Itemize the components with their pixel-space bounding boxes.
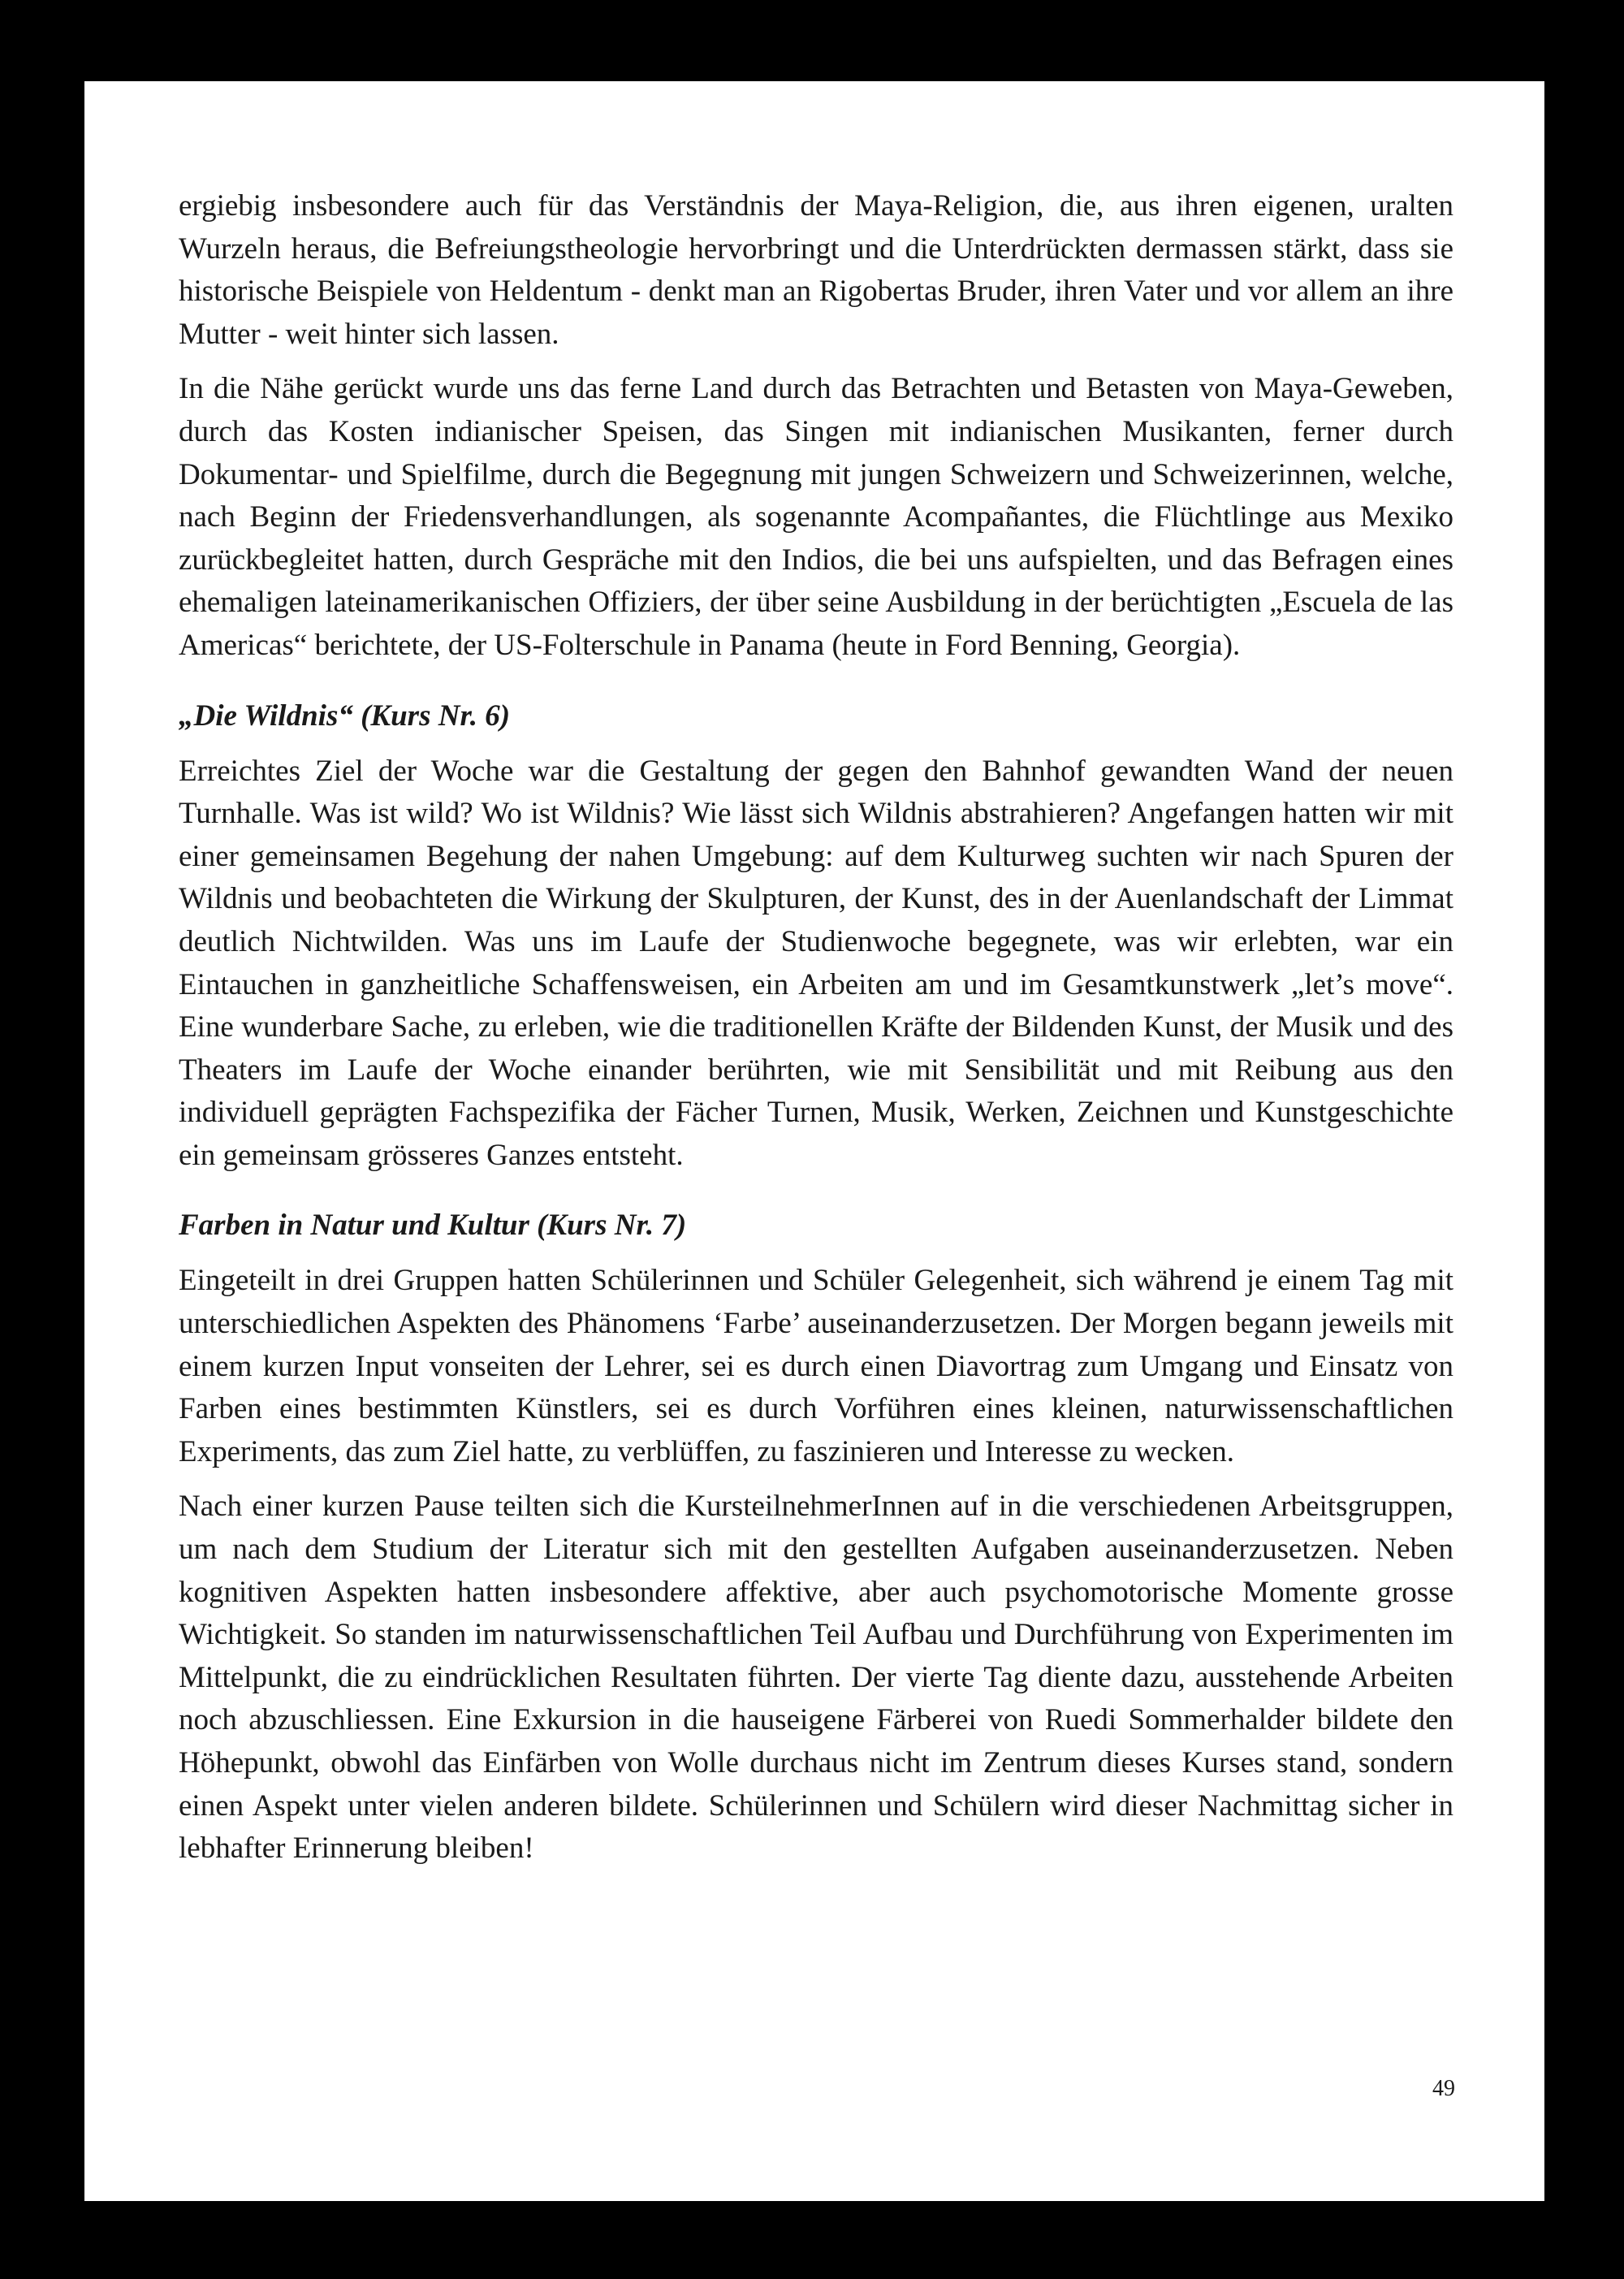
page-number: 49 [1432,2076,1455,2101]
paragraph-farben-groups: Nach einer kurzen Pause teilten sich die KursteilnehmerInnen auf in die verschiedenen Arbeitsgruppen, um nach dem Studium der Literatur sich mit den gestellten Aufgaben auseinanderzusetzen. Neben kognitiven Aspekten hatten insbesondere affektive, aber auch psychomotorische Momente grosse Wichtigkeit. So standen im naturwissenschaftlichen Teil Aufbau und Durchführung von Experimenten im Mittelpunkt, die zu eindrücklichen Resultaten führten. Der vierte Tag diente dazu, ausstehende Arbeiten noch abzuschliessen. Eine Exkursion in die hauseigene Färberei von Ruedi Sommerhalder bildete den Höhepunkt, obwohl das Einfärben von Wolle durchaus nicht im Zentrum dieses Kurses stand, sondern einen Aspekt unter vielen anderen bildete. Schülerinnen und Schülern wird dieser Nachmittag sicher in lebhafter Erinnerung bleiben! [179,1490,1453,1866]
document-page [84,81,1544,2201]
heading-kurs-7: Farben in Natur und Kultur (Kurs Nr. 7) [179,1209,687,1243]
paragraph-maya-country: In die Nähe gerückt wurde uns das ferne Land durch das Betrachten und Betasten von Maya-Geweben, durch das Kosten indianischer Speisen, das Singen mit indianischen Musikanten, ferner durch Dokumentar- und Spielfilme, durch die Begegnung mit jungen Schweizern und Schweizerinnen, welche, nach Beginn der Friedensverhandlungen, als sogenannte Acompañantes, die Flüchtlinge aus Mexiko zurückbegleitet hatten, durch Gespräche mit den Indios, die bei uns aufspielten, und das Befragen eines ehemaligen lateinamerikanischen Offiziers, der über seine Ausbildung in der berüchtigten „Escuela de las Americas“ berichtete, der US-Folterschule in Panama (heute in Ford Benning, Georgia). [179,372,1453,662]
paragraph-farben-intro: Eingeteilt in drei Gruppen hatten Schülerinnen und Schüler Gelegenheit, sich während je einem Tag mit unterschiedlichen Aspekten des Phänomens ‘Farbe’ auseinanderzusetzen. Der Morgen begann jeweils mit einem kurzen Input vonseiten der Lehrer, sei es durch einen Diavortrag zum Umgang und Einsatz von Farben eines bestimmten Künstlers, sei es durch Vorführen eines kleinen, naturwissenschaftlichen Experiments, das zum Ziel hatte, zu verblüffen, zu faszinieren und Interesse zu wecken. [179,1264,1453,1468]
body-text [179,185,1453,1883]
paragraph-maya-religion: ergiebig insbesondere auch für das Verständnis der Maya-Religion, die, aus ihren eigenen, uralten Wurzeln heraus, die Befreiungstheologie hervorbringt und die Unterdrückten dermassen stärkt, dass sie historische Beispiele von Heldentum - denkt man an Rigobertas Bruder, ihren Vater und vor allem an ihre Mutter - weit hinter sich lassen. [179,189,1453,351]
paragraph-wildnis: Erreichtes Ziel der Woche war die Gestaltung der gegen den Bahnhof gewandten Wand der neuen Turnhalle. Was ist wild? Wo ist Wildnis? Wie lässt sich Wildnis abstrahieren? Angefangen hatten wir mit einer gemeinsamen Begehung der nahen Umgebung: auf dem Kulturweg suchten wir nach Spuren der Wildnis und beobachteten die Wirkung der Skulpturen, der Kunst, des in der Auenlandschaft der Limmat deutlich Nichtwilden. Was uns im Laufe der Studienwoche begegnete, was wir erlebten, war ein Eintauchen in ganzheitliche Schaffensweisen, ein Arbeiten am und im Gesamtkunstwerk „let’s move“. Eine wunderbare Sache, zu erleben, wie die traditionellen Kräfte der Bildenden Kunst, der Musik und des Theaters im Laufe der Woche einander berührten, wie mit Sensibilität und mit Reibung aus den individuell geprägten Fachspezifika der Fächer Turnen, Musik, Werken, Zeichnen und Kunstgeschichte ein gemeinsam grösseres Ganzes entsteht. [179,754,1453,1172]
heading-kurs-6: „Die Wildnis“ (Kurs Nr. 6) [179,698,511,733]
